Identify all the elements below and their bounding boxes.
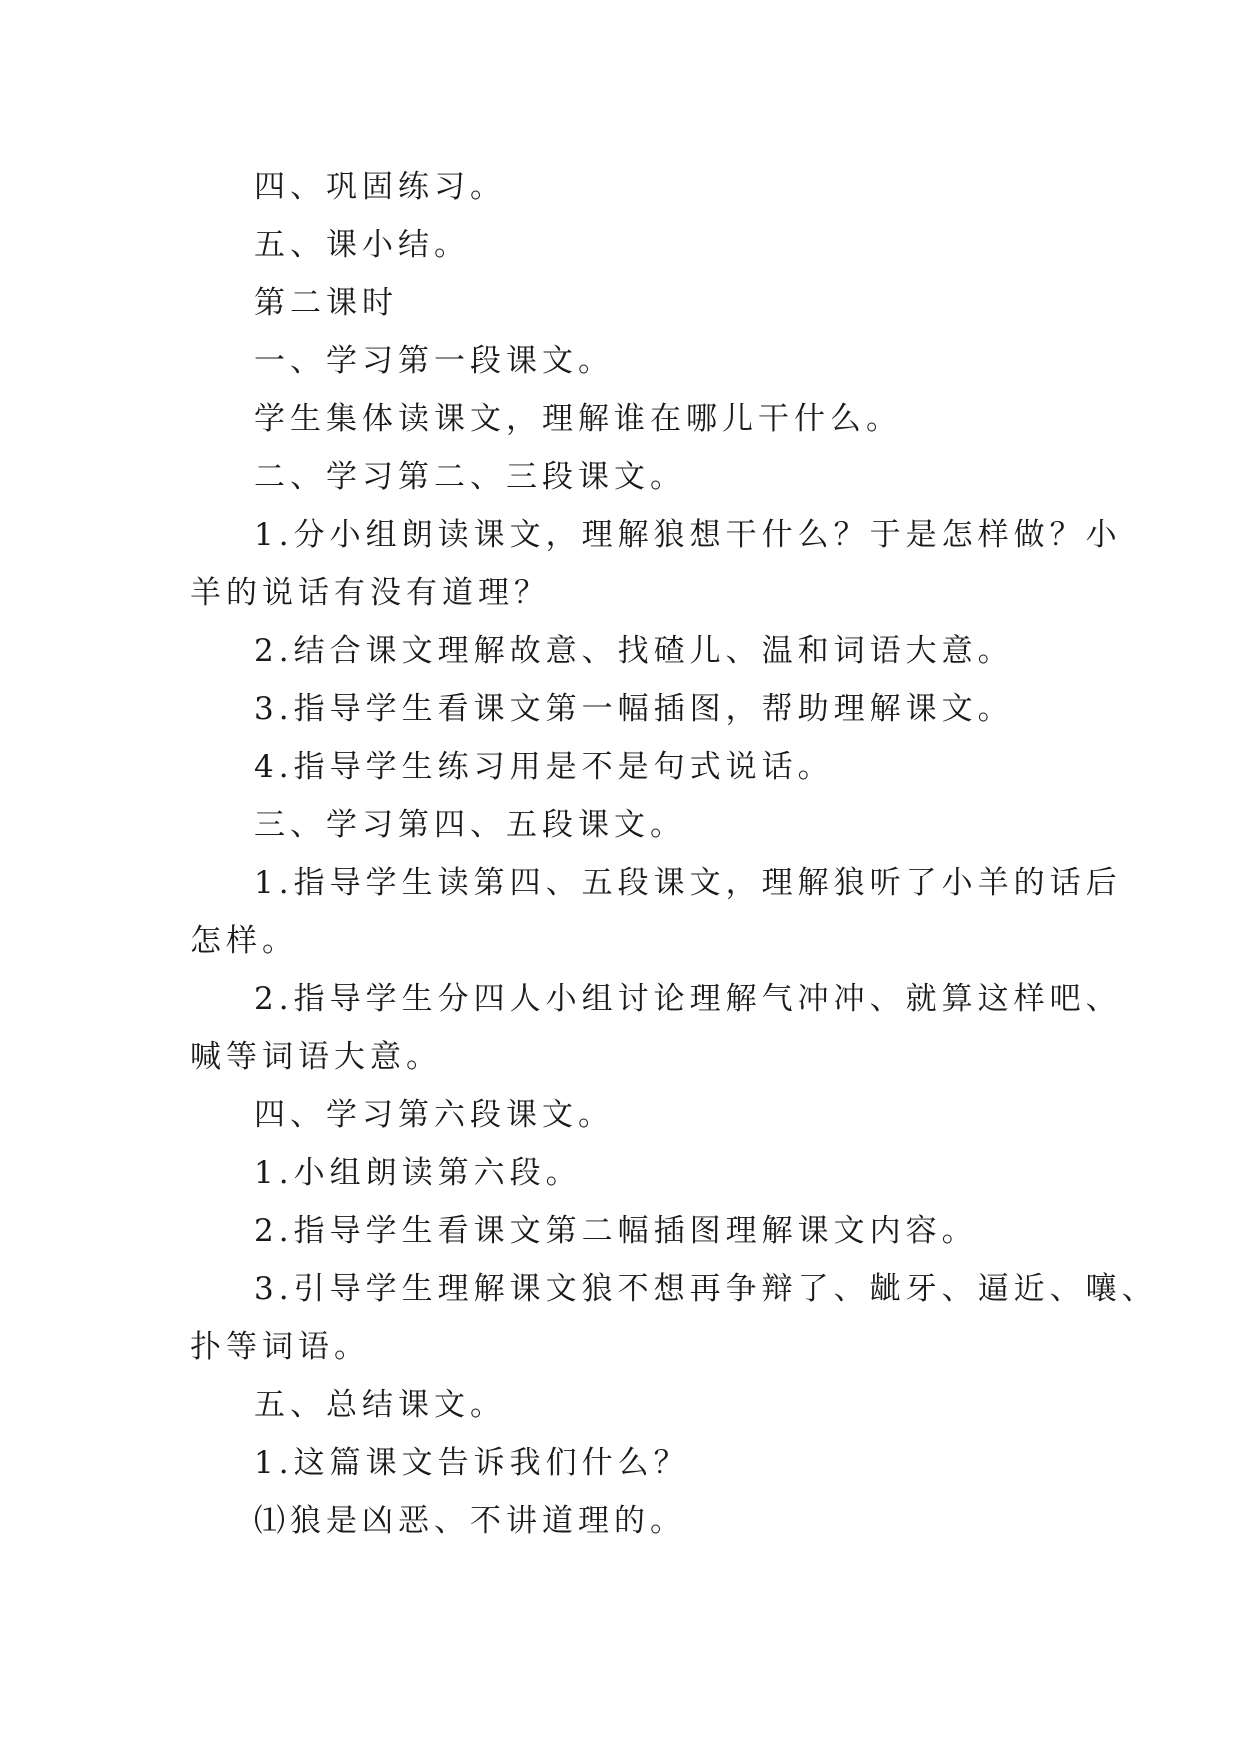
- list-item: 1.小组朗读第六段。: [254, 1155, 582, 1191]
- heading-second-period: 第二课时: [254, 285, 398, 321]
- heading-section-two: 二、学习第二、三段课文。: [254, 459, 686, 495]
- heading-consolidation-practice: 四、巩固练习。: [254, 169, 506, 205]
- list-item-line: 2.指导学生分四人小组讨论理解气冲冲、就算这样吧、: [254, 981, 1122, 1017]
- heading-section-one: 一、学习第一段课文。: [254, 343, 614, 379]
- heading-section-three: 三、学习第四、五段课文。: [254, 807, 686, 843]
- list-item: 2.指导学生看课文第二幅插图理解课文内容。: [254, 1213, 978, 1249]
- heading-section-five: 五、总结课文。: [254, 1387, 506, 1423]
- heading-section-four: 四、学习第六段课文。: [254, 1097, 614, 1133]
- list-item-continuation: 喊等词语大意。: [190, 1039, 442, 1075]
- list-item-line: 3.引导学生理解课文狼不想再争辩了、龇牙、逼近、嚷、: [254, 1271, 1158, 1307]
- list-item-continuation: 怎样。: [190, 923, 298, 959]
- sub-list-item: ⑴狼是凶恶、不讲道理的。: [254, 1503, 686, 1539]
- list-item: 1.这篇课文告诉我们什么？: [254, 1445, 690, 1481]
- list-item-line: 1.指导学生读第四、五段课文，理解狼听了小羊的话后: [254, 865, 1122, 901]
- heading-lesson-summary: 五、课小结。: [254, 227, 470, 263]
- document-body: [190, 158, 1158, 1550]
- list-item-continuation: 扑等词语。: [190, 1329, 370, 1365]
- list-item-line: 1.分小组朗读课文，理解狼想干什么？于是怎样做？小: [254, 517, 1122, 553]
- paragraph: 学生集体读课文，理解谁在哪儿干什么。: [254, 401, 902, 437]
- list-item: 4.指导学生练习用是不是句式说话。: [254, 749, 834, 785]
- list-item: 2.结合课文理解故意、找碴儿、温和词语大意。: [254, 633, 1014, 669]
- list-item-continuation: 羊的说话有没有道理？: [190, 575, 550, 611]
- list-item: 3.指导学生看课文第一幅插图，帮助理解课文。: [254, 691, 1014, 727]
